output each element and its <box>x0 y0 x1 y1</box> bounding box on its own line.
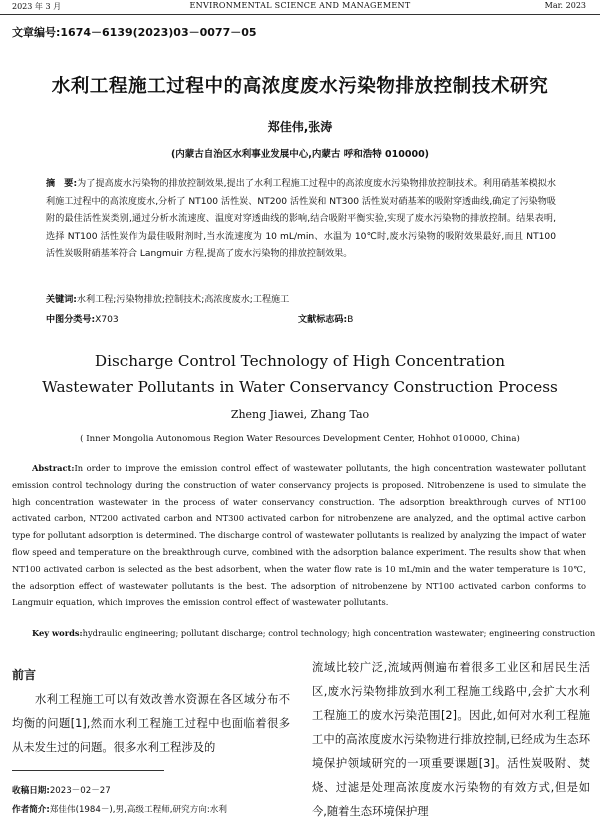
abstract-english <box>12 460 586 611</box>
abstract-en-label: Abstract: <box>32 463 75 473</box>
received-label: 收稿日期: <box>12 786 50 796</box>
abstract-en-text: In order to improve the emission control effect of wastewater pollutants, the high concentration wastewater pollutant emission control technology during the construction of water conservancy projects is proposed. Nitrobenzene is used to simulate the high concentration wastewater in the process of water conservancy construction. The adsorption breakthrough curves of NT100 activated carbon, NT200 activated carbon and NT300 activated carbon for nitrobenzene are analyzed, and the optimal active carbon type for pollutant adsorption is determined. The discharge control of wastewater pollutants is realized by analyzing the impact of water flow speed and temperature on the breakthrough curve, combined with the adsorption balance experiment. The results show that when NT100 activated carbon is selected as the best adsorbent, when the water flow rate is 10 mL/min and the water temperature is 10℃, the adsorption effect of wastewater pollutants is the best. The adsorption of nitrobenzene by NT100 activated carbon conforms to Langmuir equation, which improves the emission control effect of wastewater pollutants. <box>12 463 586 608</box>
keywords-english <box>32 628 596 638</box>
author-bio-label: 作者简介: <box>12 805 50 815</box>
body-right-column <box>312 656 590 824</box>
keywords-en-text: hydraulic engineering; pollutant discharge; control technology; high concentration wastewater; engineering construction <box>82 628 596 638</box>
classification-number <box>46 312 119 325</box>
keywords-en-label: Key words: <box>32 628 83 638</box>
section-title: 前言 <box>12 668 37 682</box>
clc-value: X703 <box>95 315 119 325</box>
author-bio <box>12 803 227 815</box>
article-number: 文章编号:1674－6139(2023)03－0077－05 <box>12 26 257 39</box>
received-value: 2023－02－27 <box>49 786 111 796</box>
document-code <box>298 312 353 325</box>
authors-english: Zheng Jiawei, Zhang Tao <box>230 408 370 421</box>
keywords-text: 水利工程;污染物排放;控制技术;高浓度废水;工程施工 <box>76 295 290 305</box>
title-english-line2: Wastewater Pollutants in Water Conservancy Construction Process <box>42 378 558 396</box>
running-header <box>0 0 600 15</box>
body-left-column <box>12 688 290 760</box>
title-chinese: 水利工程施工过程中的高浓度废水污染物排放控制技术研究 <box>51 76 549 97</box>
keywords-label: 关键词: <box>46 295 77 305</box>
doc-code-value: B <box>347 315 354 325</box>
affiliation-chinese: (内蒙古自治区水利事业发展中心,内蒙古 呼和浩特 010000) <box>170 149 430 160</box>
authors-chinese: 郑佳伟,张涛 <box>267 120 333 134</box>
header-date: 2023 年 3 月 <box>12 2 62 11</box>
author-bio-text: 郑佳伟(1984－),男,高级工程师,研究方向:水利 <box>49 805 227 815</box>
abstract-text: 为了提高废水污染物的排放控制效果,提出了水利工程施工过程中的高浓度废水污染物排放控制技术。利用硝基苯模拟水利施工过程中的高浓度废水,分析了 NT100 活性炭、NT200 活性炭和 NT300 活性炭对硝基苯的吸附穿透曲线,确定了污染物吸附的最佳活性炭类别,通过分析水流速度、温度对穿透曲线的影响,结合吸附平衡实验,实现了废水污染物的排放控制。结果表明,选择 NT100 活性炭作为最佳吸附剂时,当水流速度为 10 mL/min、水温为 10℃时,废水污染物的吸附效果最好,而且 NT100 活性炭吸附硝基苯符合 Langmuir 方程,提高了废水污染物的排放控制效果。 <box>46 179 556 260</box>
abstract-label: 摘 要: <box>46 179 78 189</box>
header-date-en: Mar. 2023 <box>544 1 586 10</box>
body-right-text: 流域比较广泛,流域两侧遍布着很多工业区和居民生活区,废水污染物排放到水利工程施工线路中,会扩大水利工程施工的废水污染范围[2]。因此,如何对水利工程施工中的高浓度废水污染物进行排放控制,已经成为生态环境保护领域研究的一项重要课题[3]。活性炭吸附、焚烧、过滤是处理高浓度废水污染物的有效方式,但是如今,随着生态环境保护理 <box>312 661 590 818</box>
doc-code-label: 文献标志码: <box>298 315 348 325</box>
received-date <box>12 784 111 796</box>
body-left-text: 水利工程施工可以有效改善水资源在各区域分布不均衡的问题[1],然而水利工程施工过程中也面临着很多从未发生过的问题。很多水利工程涉及的 <box>12 693 290 754</box>
clc-label: 中图分类号: <box>46 315 96 325</box>
journal-name: ENVIRONMENTAL SCIENCE AND MANAGEMENT <box>189 1 411 10</box>
title-english-line1: Discharge Control Technology of High Concentration <box>94 352 506 370</box>
abstract-chinese <box>46 176 556 264</box>
keywords-chinese <box>46 292 556 305</box>
title-english <box>0 348 600 400</box>
footnote-divider <box>12 770 164 771</box>
affiliation-english: ( Inner Mongolia Autonomous Region Water Resources Development Center, Hohhot 010000, China) <box>80 434 520 444</box>
